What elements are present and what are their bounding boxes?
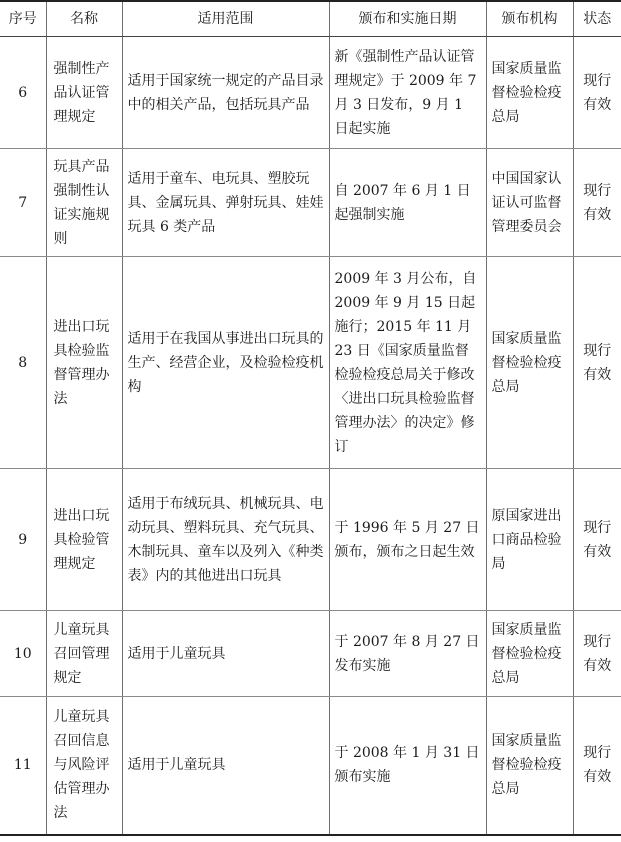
issuing-org: 国家质量监督检验检疫总局 xyxy=(486,611,573,697)
scope-cell: 适用于儿童玩具 xyxy=(122,611,329,697)
date-cell: 于 2008 年 1 月 31 日颁布实施 xyxy=(329,697,486,835)
row-number: 6 xyxy=(0,37,46,149)
regulation-name: 进出口玩具检验监督管理办法 xyxy=(46,257,122,469)
issuing-org: 国家质量监督检验检疫总局 xyxy=(486,697,573,835)
date-cell: 自 2007 年 6 月 1 日起强制实施 xyxy=(329,149,486,257)
issuing-org: 国家质量监督检验检疫总局 xyxy=(486,257,573,469)
table-row xyxy=(0,37,621,149)
scope-cell: 适用于在我国从事进出口玩具的生产、经营企业，及检验检疫机构 xyxy=(122,257,329,469)
date-cell: 2009 年 3 月公布，自 2009 年 9 月 15 日起施行；2015 年 11 月 23 日《国家质量监督检验检疫总局关于修改〈进出口玩具检验监督管理办法〉的决定》修订 xyxy=(329,257,486,469)
table-row xyxy=(0,149,621,257)
regulation-name: 进出口玩具检验管理规定 xyxy=(46,469,122,611)
regulation-name: 儿童玩具召回管理规定 xyxy=(46,611,122,697)
table-row xyxy=(0,469,621,611)
scope-cell: 适用于布绒玩具、机械玩具、电动玩具、塑料玩具、充气玩具、木制玩具、童车以及列入《种类表》内的其他进出口玩具 xyxy=(122,469,329,611)
row-number: 9 xyxy=(0,469,46,611)
date-cell: 新《强制性产品认证管理规定》于 2009 年 7 月 3 日发布，9 月 1 日起实施 xyxy=(329,37,486,149)
row-number: 7 xyxy=(0,149,46,257)
date-cell: 于 2007 年 8 月 27 日发布实施 xyxy=(329,611,486,697)
row-number: 10 xyxy=(0,611,46,697)
regulation-name: 儿童玩具召回信息与风险评估管理办法 xyxy=(46,697,122,835)
date-cell: 于 1996 年 5 月 27 日颁布，颁布之日起生效 xyxy=(329,469,486,611)
issuing-org: 原国家进出口商品检验局 xyxy=(486,469,573,611)
header-date: 颁布和实施日期 xyxy=(329,1,486,37)
issuing-org: 国家质量监督检验检疫总局 xyxy=(486,37,573,149)
status-cell: 现行有效 xyxy=(573,697,621,835)
regulation-name: 强制性产品认证管理规定 xyxy=(46,37,122,149)
scope-cell: 适用于儿童玩具 xyxy=(122,697,329,835)
status-cell: 现行有效 xyxy=(573,257,621,469)
table-row xyxy=(0,257,621,469)
status-cell: 现行有效 xyxy=(573,37,621,149)
table-header-row xyxy=(0,1,621,37)
header-scope: 适用范围 xyxy=(122,1,329,37)
issuing-org: 中国国家认证认可监督管理委员会 xyxy=(486,149,573,257)
header-status: 状态 xyxy=(573,1,621,37)
row-number: 8 xyxy=(0,257,46,469)
table-row xyxy=(0,611,621,697)
header-no: 序号 xyxy=(0,1,46,37)
status-cell: 现行有效 xyxy=(573,611,621,697)
status-cell: 现行有效 xyxy=(573,149,621,257)
status-cell: 现行有效 xyxy=(573,469,621,611)
header-name: 名称 xyxy=(46,1,122,37)
scope-cell: 适用于国家统一规定的产品目录中的相关产品，包括玩具产品 xyxy=(122,37,329,149)
table-row xyxy=(0,697,621,835)
scope-cell: 适用于童车、电玩具、塑胶玩具、金属玩具、弹射玩具、娃娃玩具 6 类产品 xyxy=(122,149,329,257)
header-org: 颁布机构 xyxy=(486,1,573,37)
row-number: 11 xyxy=(0,697,46,835)
regulation-name: 玩具产品强制性认证实施规则 xyxy=(46,149,122,257)
